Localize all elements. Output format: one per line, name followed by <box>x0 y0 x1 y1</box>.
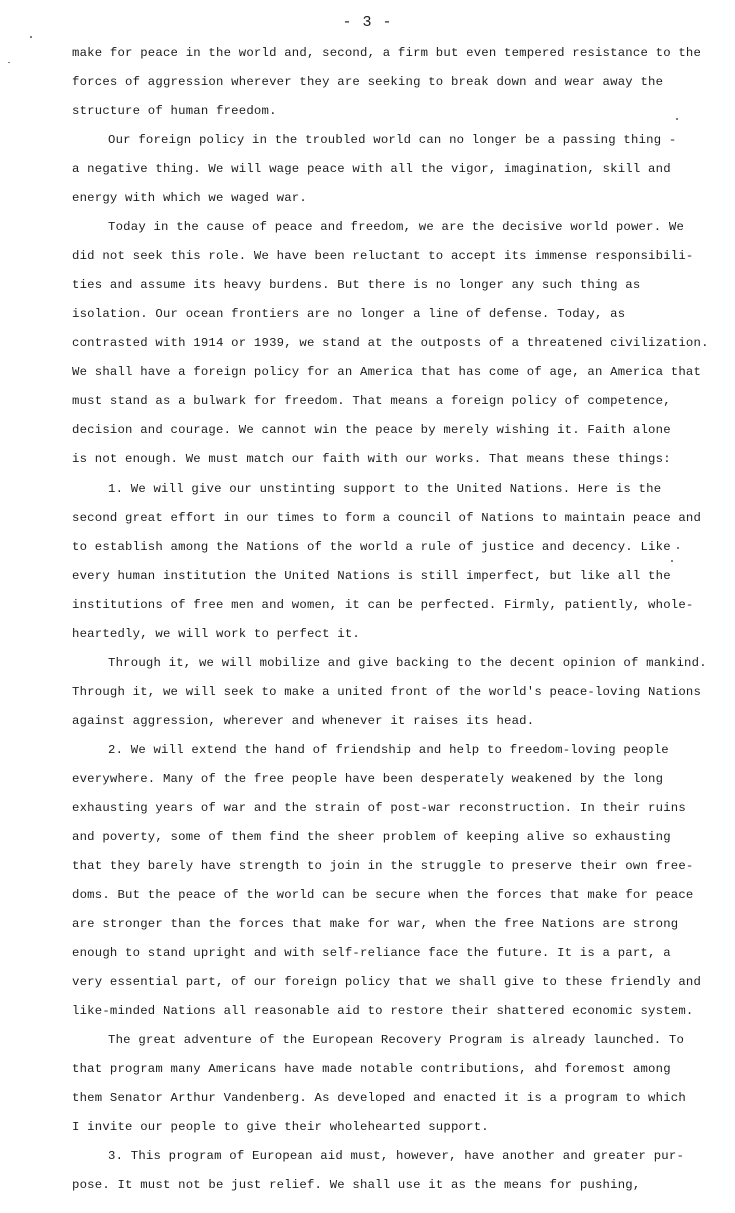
page-number: - 3 - <box>342 14 393 31</box>
text-line: like-minded Nations all reasonable aid to restore their shattered economic system. <box>72 1004 694 1018</box>
text-line: pose. It must not be just relief. We shall use it as the means for pushing, <box>72 1178 641 1192</box>
text-line: them Senator Arthur Vandenberg. As developed and enacted it is a program to which <box>72 1091 686 1105</box>
scan-speck <box>676 118 678 120</box>
text-line: make for peace in the world and, second, a firm but even tempered resistance to the <box>72 46 702 60</box>
text-line: isolation. Our ocean frontiers are no longer a line of defense. Today, as <box>72 307 626 321</box>
text-line: structure of human freedom. <box>72 104 277 118</box>
text-line: ties and assume its heavy burdens. But there is no longer any such thing as <box>72 278 641 292</box>
text-line: did not seek this role. We have been reluctant to accept its immense responsibili- <box>72 249 694 263</box>
text-line: I invite our people to give their wholehearted support. <box>72 1120 489 1134</box>
text-line: Through it, we will mobilize and give backing to the decent opinion of mankind. <box>108 656 707 670</box>
text-line: energy with which we waged war. <box>72 191 307 205</box>
text-line: doms. But the peace of the world can be secure when the forces that make for peace <box>72 888 694 902</box>
text-line: 2. We will extend the hand of friendship and help to freedom-loving people <box>108 743 669 757</box>
text-line: We shall have a foreign policy for an America that has come of age, an America that <box>72 365 702 379</box>
text-line: everywhere. Many of the free people have been desperately weakened by the long <box>72 772 664 786</box>
text-line: is not enough. We must match our faith with our works. That means these things: <box>72 452 671 466</box>
text-line: against aggression, wherever and whenever it raises its head. <box>72 714 535 728</box>
text-line: Today in the cause of peace and freedom, we are the decisive world power. We <box>108 220 685 234</box>
text-line: contrasted with 1914 or 1939, we stand at the outposts of a threatened civilization. <box>72 336 709 350</box>
text-line: that program many Americans have made notable contributions, ahd foremost among <box>72 1062 671 1076</box>
text-line: that they barely have strength to join in the struggle to preserve their own free- <box>72 859 694 873</box>
text-line: 3. This program of European aid must, however, have another and greater pur- <box>108 1149 685 1163</box>
scan-speck <box>8 62 10 63</box>
text-line: The great adventure of the European Recovery Program is already launched. To <box>108 1033 685 1047</box>
text-line: are stronger than the forces that make for war, when the free Nations are strong <box>72 917 679 931</box>
text-line: forces of aggression wherever they are seeking to break down and wear away the <box>72 75 664 89</box>
text-line: exhausting years of war and the strain of post-war reconstruction. In their ruins <box>72 801 686 815</box>
text-line: 1. We will give our unstinting support to the United Nations. Here is the <box>108 482 662 496</box>
text-line: heartedly, we will work to perfect it. <box>72 627 361 641</box>
scan-speck <box>30 36 32 38</box>
text-line: a negative thing. We will wage peace with all the vigor, imagination, skill and <box>72 162 671 176</box>
text-line: Our foreign policy in the troubled world can no longer be a passing thing - <box>108 133 677 147</box>
text-line: second great effort in our times to form a council of Nations to maintain peace and <box>72 511 702 525</box>
text-line: decision and courage. We cannot win the peace by merely wishing it. Faith alone <box>72 423 671 437</box>
text-line: must stand as a bulwark for freedom. That means a foreign policy of competence, <box>72 394 671 408</box>
text-line: enough to stand upright and with self-reliance face the future. It is a part, a <box>72 946 671 960</box>
text-line: institutions of free men and women, it can be perfected. Firmly, patiently, whole- <box>72 598 694 612</box>
text-line: every human institution the United Nations is still imperfect, but like all the <box>72 569 671 583</box>
text-line: and poverty, some of them find the sheer problem of keeping alive so exhausting <box>72 830 671 844</box>
scan-speck <box>671 560 673 562</box>
text-line: very essential part, of our foreign policy that we shall give to these friendly and <box>72 975 702 989</box>
text-line: Through it, we will seek to make a united front of the world's peace-loving Nations <box>72 685 702 699</box>
text-line: to establish among the Nations of the world a rule of justice and decency. Like <box>72 540 671 554</box>
scan-speck <box>677 547 679 549</box>
